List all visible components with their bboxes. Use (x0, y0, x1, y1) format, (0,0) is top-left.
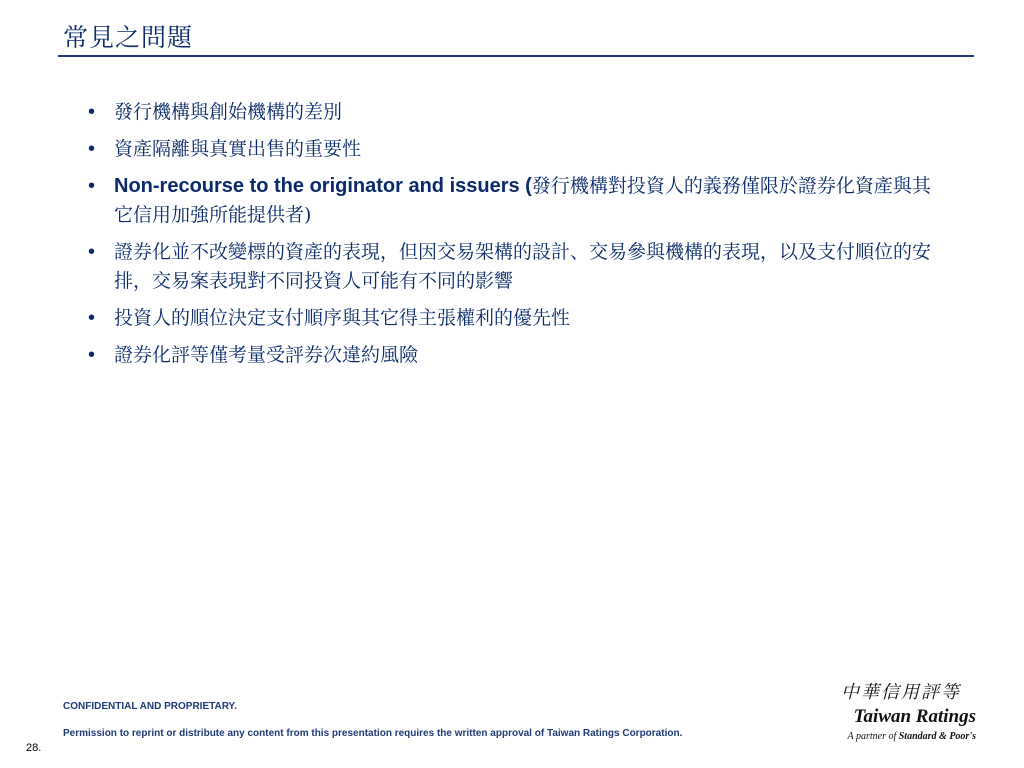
bullet-dot: • (88, 175, 96, 197)
bullet-text: 發行機構與創始機構的差別 (114, 101, 343, 123)
bullet-text: 投資人的順位決定支付順序與其它得主張權利的優先性 (114, 307, 571, 329)
bullet-text: 發行機構對投資人的義務僅限於證券化資產與其它信用加強所能提供者) (114, 175, 931, 226)
bullet-dot: • (88, 101, 96, 123)
bullet-text: 證券化評等僅考量受評券次違約風險 (114, 344, 419, 366)
logo-name: Taiwan Ratings (853, 706, 976, 727)
list-item (86, 238, 946, 296)
list-item (86, 172, 946, 230)
bullet-text: 資產隔離與真實出售的重要性 (114, 138, 362, 160)
bullet-dot: • (88, 307, 96, 329)
company-logo (826, 678, 976, 742)
list-item (86, 135, 946, 164)
page-number: 28. (26, 742, 42, 754)
bullet-dot: • (88, 344, 96, 366)
list-item (86, 341, 946, 370)
logo-partner-prefix: A partner of (847, 731, 899, 742)
logo-partner-line (826, 731, 976, 742)
bullet-text-english: Non-recourse to the originator and issuers ( (114, 175, 532, 197)
logo-partner-name: Standard & Poor's (898, 731, 976, 742)
logo-cjk-text: 中華信用評等 (841, 682, 961, 703)
bullet-dot: • (88, 241, 96, 263)
page-title: 常見之問題 (63, 23, 194, 52)
confidential-notice: CONFIDENTIAL AND PROPRIETARY. (63, 701, 237, 712)
list-item (86, 98, 946, 127)
bullet-text: 證券化並不改變標的資產的表現，但因交易架構的設計、交易參與機構的表現，以及支付順位的安排，交易案表現對不同投資人可能有不同的影響 (114, 241, 932, 292)
list-item (86, 304, 946, 333)
bullet-dot: • (88, 138, 96, 160)
permission-notice: Permission to reprint or distribute any content from this presentation requires the written approval of Taiwan Ratings Corporation. (63, 728, 683, 739)
title-divider (58, 55, 974, 57)
bullet-list (86, 98, 946, 378)
